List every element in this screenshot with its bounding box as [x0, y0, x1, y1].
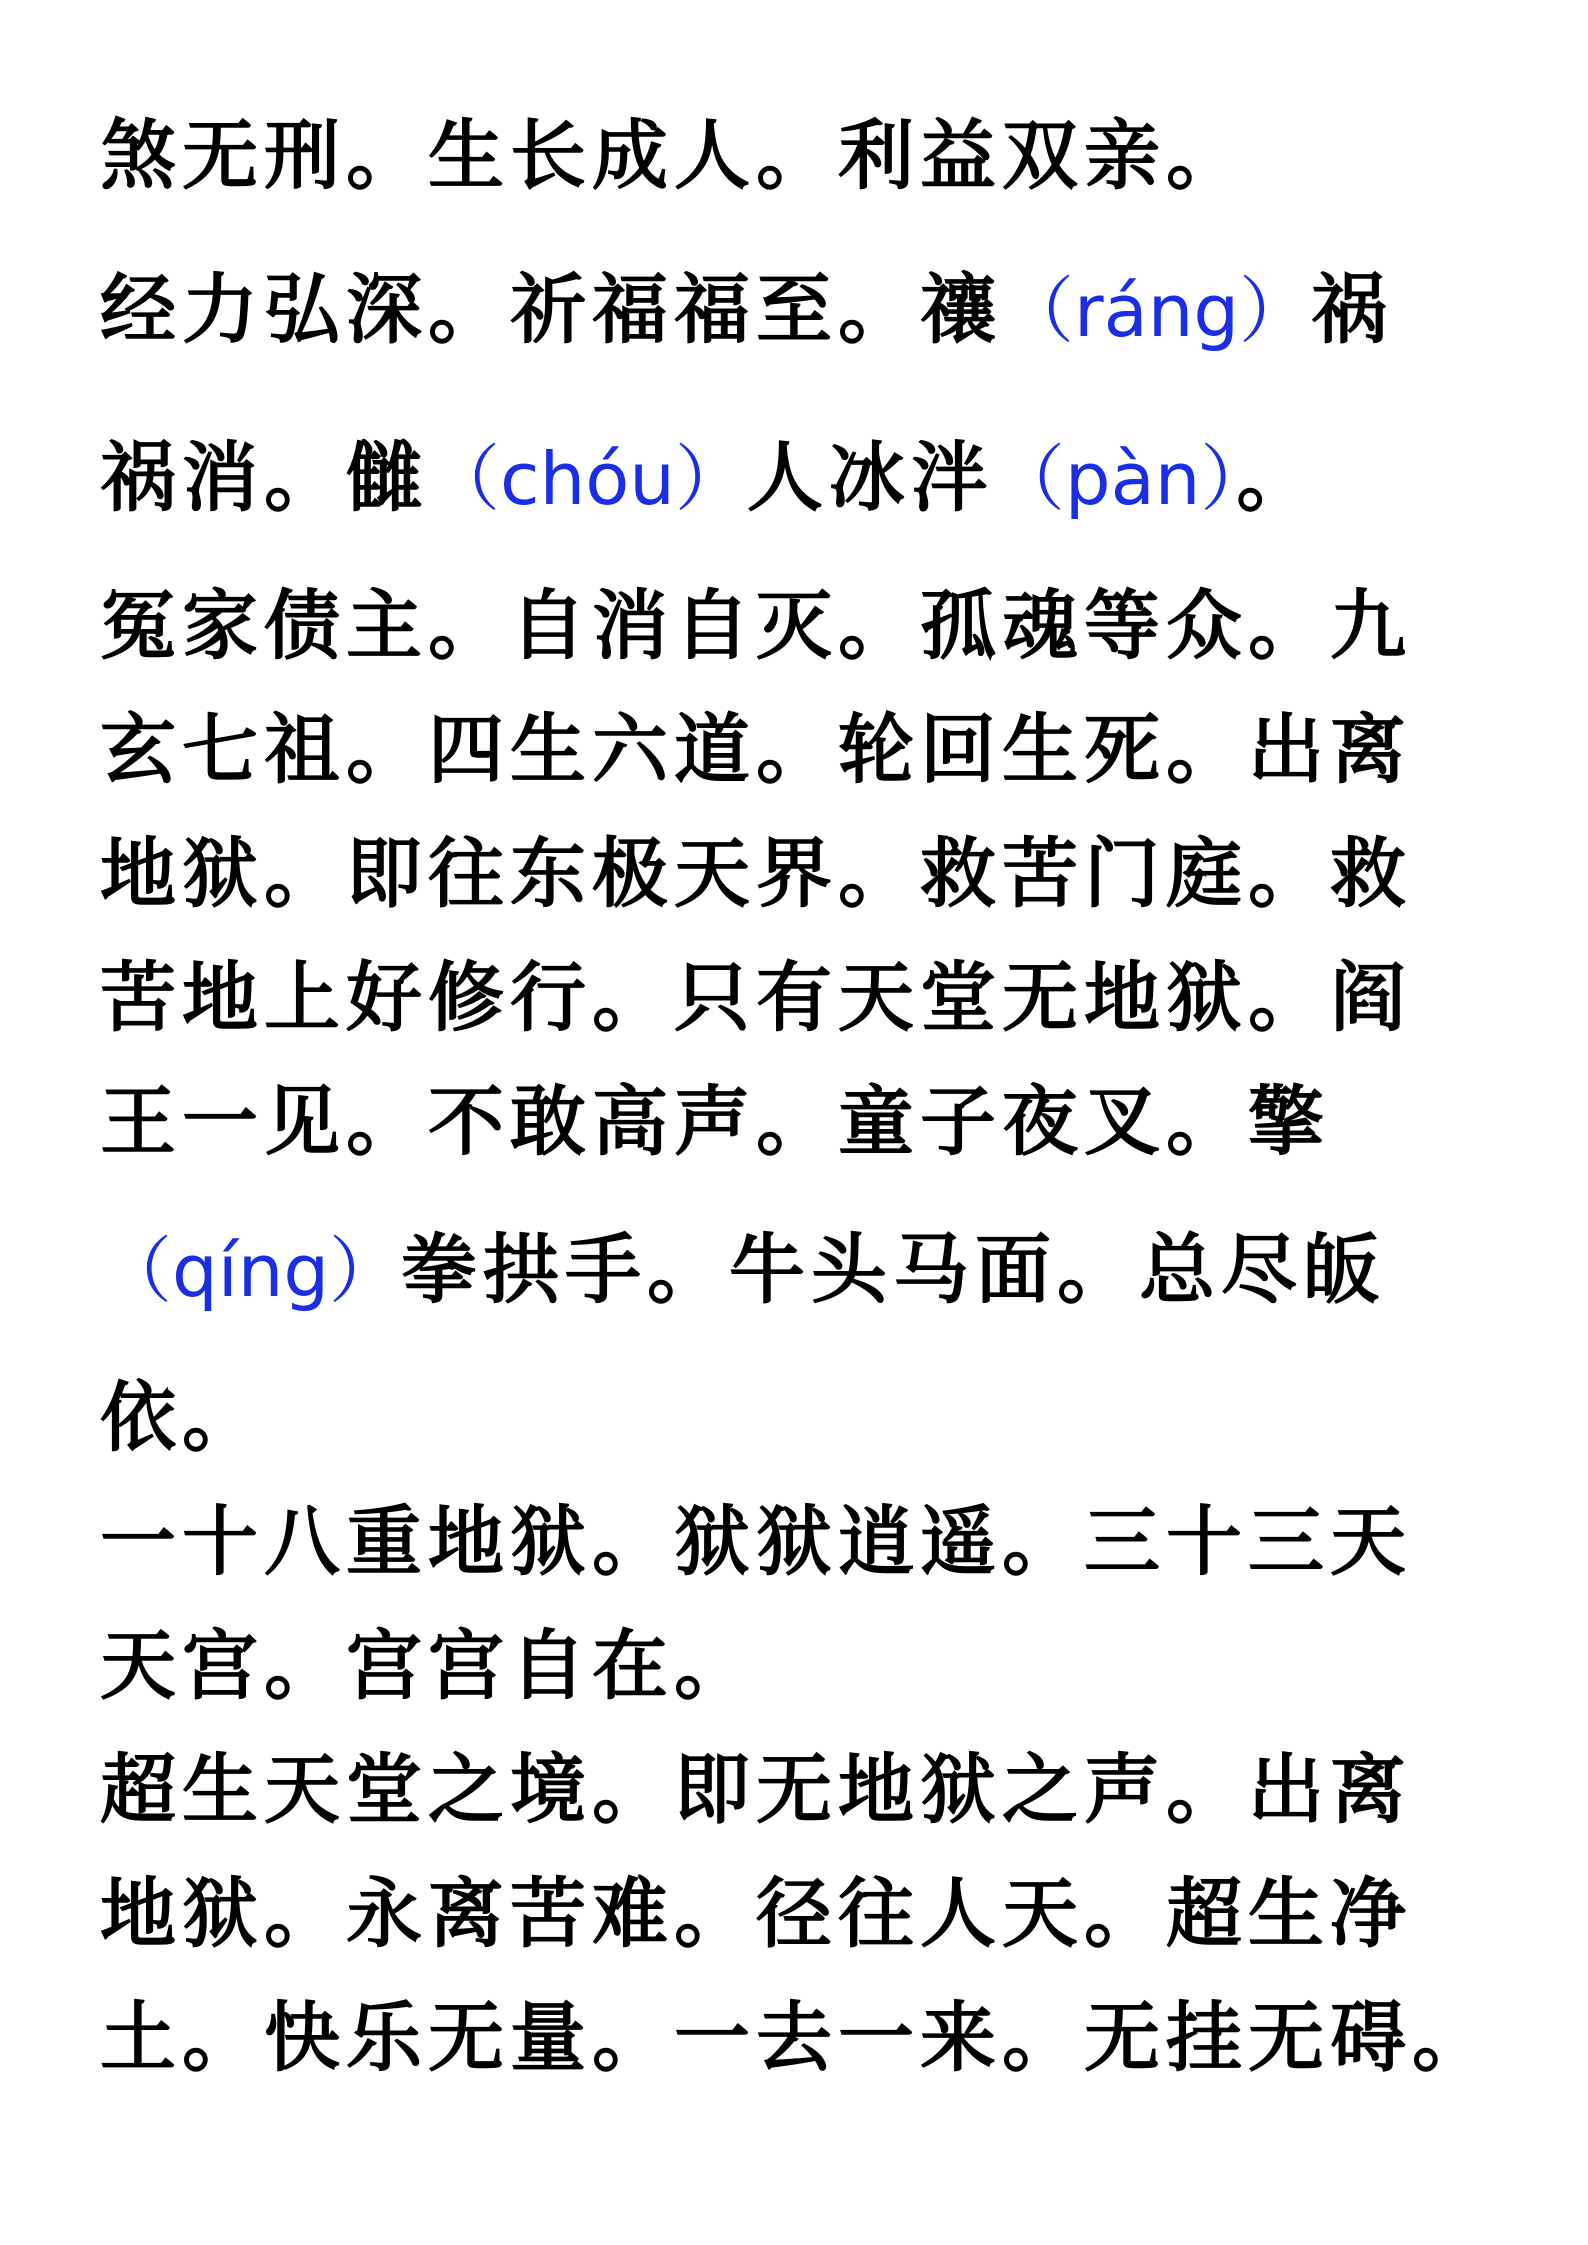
text-segment: 地狱。永离苦难。径往人天。超生净	[100, 1869, 1412, 1958]
text-segment: 玄七祖。四生六道。轮回生死。出离	[100, 705, 1412, 794]
text-segment: 依。	[100, 1373, 264, 1462]
text-line	[100, 1077, 1330, 1166]
text-line	[100, 265, 1394, 354]
text-segment: 禳	[920, 265, 1002, 354]
text-line	[100, 111, 1248, 200]
text-segment: 土。快乐无量。一去一来。无挂无碍。	[100, 1993, 1494, 2082]
text-segment: 拳拱手。牛头马面。总尽皈	[401, 1225, 1386, 1314]
text-segment: 地狱。即往东极天界。救苦门庭。救	[100, 829, 1412, 918]
text-segment: 祸	[1311, 265, 1394, 354]
text-segment: 一十八重地狱。狱狱逍遥。三十三天	[100, 1497, 1412, 1586]
text-segment: 冤家债主。自消自灭。孤魂等众。九	[100, 581, 1412, 670]
text-segment: 。	[1236, 433, 1319, 522]
text-segment: 超生天堂之境。即无地狱之声。出离	[100, 1745, 1412, 1834]
text-line	[100, 1745, 1412, 1834]
text-line	[100, 1373, 264, 1462]
text-line	[100, 953, 1412, 1042]
text-segment: 煞无刑。生长成人。利益双亲。	[100, 111, 1248, 200]
pinyin-annotation: （pàn）	[992, 437, 1237, 521]
pinyin-annotation: （qíng）	[100, 1229, 402, 1313]
text-segment: 人冰泮	[746, 433, 993, 522]
text-line	[100, 1869, 1412, 1958]
text-segment: 经力弘深。祈福福至。	[100, 265, 920, 354]
pinyin-annotation: （chóu）	[428, 437, 747, 521]
text-segment: 天宫。宫宫自在。	[100, 1621, 756, 1710]
text-line	[100, 1225, 1386, 1314]
text-line	[100, 829, 1412, 918]
text-segment: 雠	[346, 433, 428, 522]
text-line	[100, 1993, 1494, 2082]
text-segment: 祸消。	[100, 433, 346, 522]
pinyin-annotation: （ráng）	[1002, 269, 1312, 353]
text-line	[100, 581, 1412, 670]
text-line	[100, 433, 1319, 522]
text-line	[100, 1497, 1412, 1586]
text-line	[100, 1621, 756, 1710]
text-segment: 苦地上好修行。只有天堂无地狱。阎	[100, 953, 1412, 1042]
text-line	[100, 705, 1412, 794]
text-segment: 王一见。不敢高声。童子夜叉。擎	[100, 1077, 1330, 1166]
